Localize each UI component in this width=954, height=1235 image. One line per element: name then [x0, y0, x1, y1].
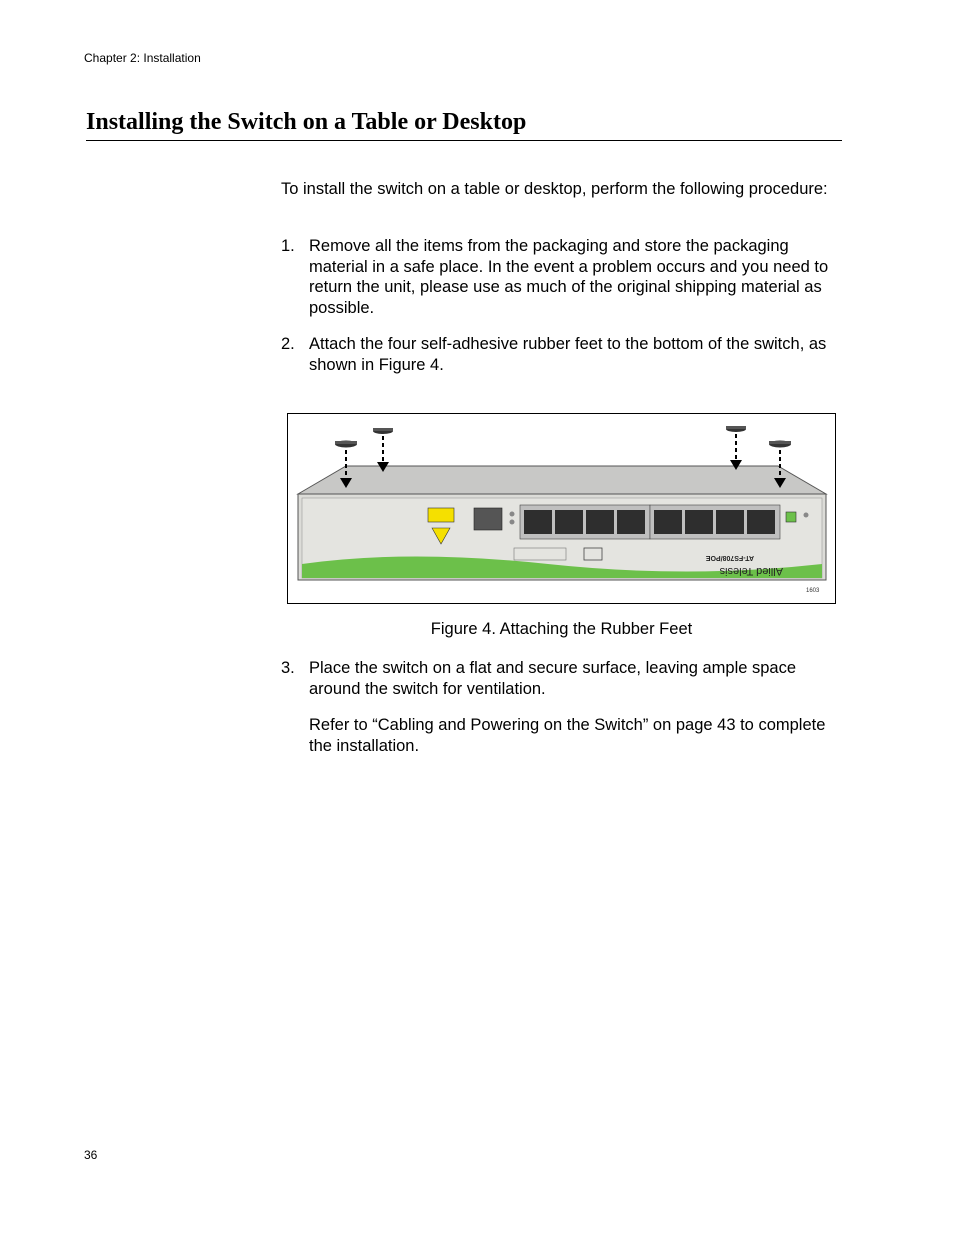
led-icon [510, 520, 515, 525]
step-number: 1. [281, 237, 295, 255]
ethernet-port-icon [524, 510, 552, 534]
ethernet-port-icon [617, 510, 645, 534]
step-3 [281, 658, 843, 699]
note-text: Refer to “Cabling and Powering on the Switch” on page 43 to complete the installation. [309, 716, 826, 755]
figure-code: 1603 [806, 588, 820, 594]
step-text: Attach the four self-adhesive rubber feet to the bottom of the switch, as shown in Figure 4. [309, 335, 827, 374]
step-number: 2. [281, 335, 295, 353]
intro-text: To install the switch on a table or desktop, perform the following procedure: [281, 180, 828, 198]
ethernet-port-icon [555, 510, 583, 534]
intro-paragraph [281, 179, 843, 200]
switch-top [298, 466, 826, 494]
rubber-foot-icon [726, 426, 746, 470]
step-text: Place the switch on a flat and secure surface, leaving ample space around the switch for ventilation. [309, 659, 797, 698]
step-2 [281, 334, 843, 375]
reference-note [281, 715, 843, 756]
step-1 [281, 236, 843, 318]
figure-caption: Figure 4. Attaching the Rubber Feet [430, 620, 693, 638]
ethernet-port-icon [747, 510, 775, 534]
page-number: 36 [84, 1148, 98, 1162]
running-header: Chapter 2: Installation [84, 51, 201, 65]
led-icon [510, 512, 515, 517]
warning-label [428, 508, 454, 522]
page-title: Installing the Switch on a Table or Desktop [86, 108, 842, 141]
switch-illustration [288, 414, 835, 603]
step-text: Remove all the items from the packaging and store the packaging material in a safe place. In the event a problem occurs and you need to return the unit, please use as much of the original shipping material as possible. [309, 237, 829, 317]
figure-rubber-feet [287, 413, 836, 604]
sfp-port-icon [474, 508, 502, 530]
ethernet-port-icon [654, 510, 682, 534]
model-text: AT-FS708/POE [705, 554, 754, 561]
step-number: 3. [281, 659, 295, 677]
ethernet-port-icon [685, 510, 713, 534]
ethernet-port-icon [586, 510, 614, 534]
rubber-foot-icon [373, 428, 393, 472]
power-led-icon [786, 512, 796, 522]
led-icon [804, 513, 809, 518]
brand-text: Allied Telesis [719, 565, 783, 577]
ethernet-port-icon [716, 510, 744, 534]
